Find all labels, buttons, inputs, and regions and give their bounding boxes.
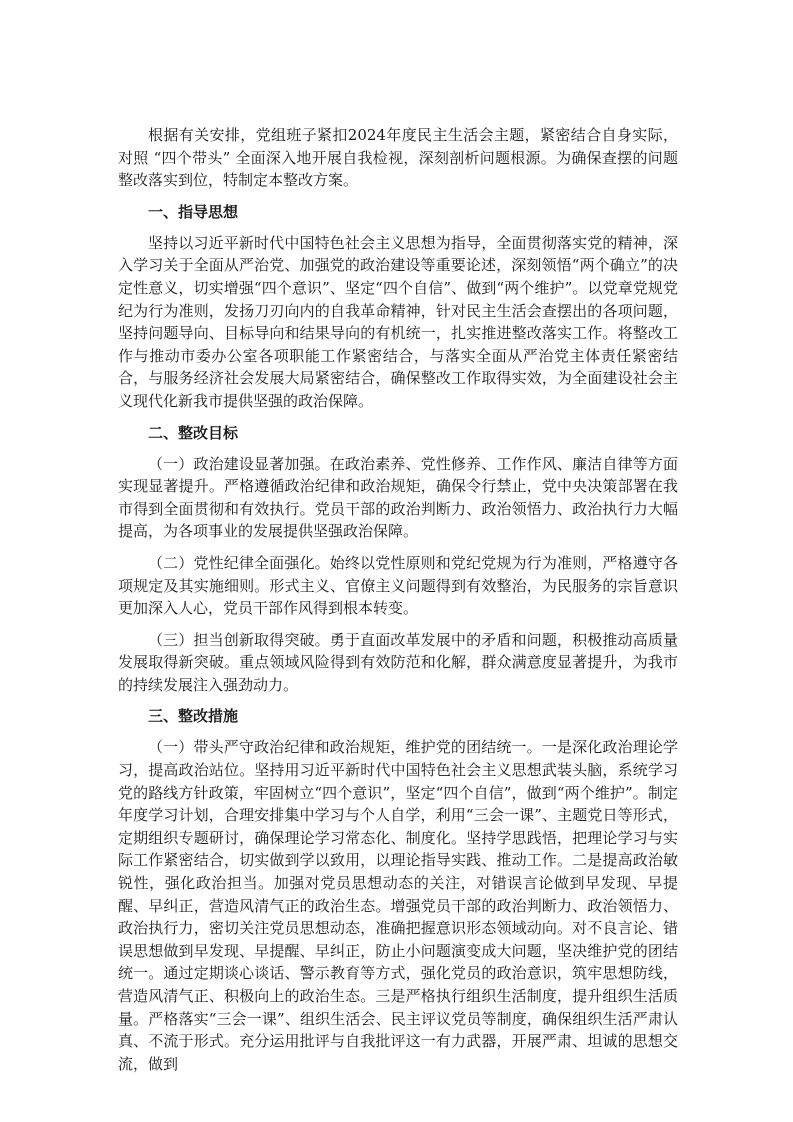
section-heading-rectification-goals: 二、整改目标 [148, 423, 239, 442]
section-heading-rectification-measures: 三、整改措施 [148, 707, 239, 726]
intro-paragraph: 根据有关安排，党组班子紧扣2024年度民主生活会主题，紧密结合自身实际，对照 “四个带头” 全面深入地开展自我检视，深刻剖析问题根源。为确保查摆的问题整改落实到位，特制定本整改方案。 [118, 126, 678, 190]
measures-paragraph: （一）带头严守政治纪律和政治规矩，维护党的团结统一。一是深化政治理论学习，提高政治站位。坚持用习近平新时代中国特色社会主义思想武装头脑，系统学习党的路线方针政策，牢固树立“四个意识”，坚定“四个自信”，做到“两个维护”。制定年度学习计划，合理安排集中学习与个人自学，利用“三会一课”、主题党日等形式，定期组织专题研讨，确保理论学习常态化、制度化。坚持学思践悟，把理论学习与实际工作紧密结合，切实做到学以致用，以理论指导实践、推动工作。二是提高政治敏锐性，强化政治担当。加强对党员思想动态的关注，对错误言论做到早发现、早提醒、早纠正，营造风清气正的政治生态。增强党员干部的政治判断力、政治领悟力、政治执行力，密切关注党员思想动态，准确把握意识形态领域动向。对不良言论、错误思想做到早发现、早提醒、早纠正，防止小问题演变成大问题，坚决维护党的团结统一。通过定期谈心谈话、警示教育等方式，强化党员的政治意识，筑牢思想防线，营造风清气正、积极向上的政治生态。三是严格执行组织生活制度，提升组织生活质量。严格落实“三会一课”、组织生活会、民主评议党员等制度，确保组织生活严肃认真、不流于形式。充分运用批评与自我批评这一有力武器，开展严肃、坦诚的思想交流，做到 [118, 738, 678, 1073]
guiding-ideology-paragraph: 坚持以习近平新时代中国特色社会主义思想为指导，全面贯彻落实党的精神，深入学习关于全面从严治党、加强党的政治建设等重要论述，深刻领悟“两个确立”的决定性意义，切实增强“四个意识”、坚定“四个自信”、做到“两个维护”。以党章党规党纪为行为准则，发扬刀刃向内的自我革命精神，针对民主生活会查摆出的各项问题，坚持问题导向、目标导向和结果导向的有机统一，扎实推进整改落实工作。将整改工作与推动市委办公室各项职能工作紧密结合，与落实全面从严治党主体责任紧密结合，与服务经济社会发展大局紧密结合，确保整改工作取得实效，为全面建设社会主义现代化新我市提供坚强的政治保障。 [118, 233, 678, 410]
goal-paragraph-innovation: （三）担当创新取得突破。勇于直面改革发展中的矛盾和问题，积极推动高质量发展取得新突破。重点领域风险得到有效防范和化解，群众满意度显著提升，为我市的持续发展注入强劲动力。 [118, 630, 678, 694]
document-body [118, 124, 678, 1084]
section-heading-guiding-ideology: 一、指导思想 [148, 202, 239, 221]
goal-paragraph-discipline: （二）党性纪律全面强化。始终以党性原则和党纪党规为行为准则，严格遵守各项规定及其实施细则。形式主义、官僚主义问题得到有效整治，为民服务的宗旨意识更加深入人心，党员干部作风得到根本转变。 [118, 553, 678, 618]
goal-paragraph-political: （一）政治建设显著加强。在政治素养、党性修养、工作作风、廉洁自律等方面实现显著提升。严格遵循政治纪律和政治规矩，确保令行禁止，党中央决策部署在我市得到全面贯彻和有效执行。党员干部的政治判断力、政治领悟力、政治执行力大幅提高，为各项事业的发展提供坚强政治保障。 [118, 454, 678, 541]
